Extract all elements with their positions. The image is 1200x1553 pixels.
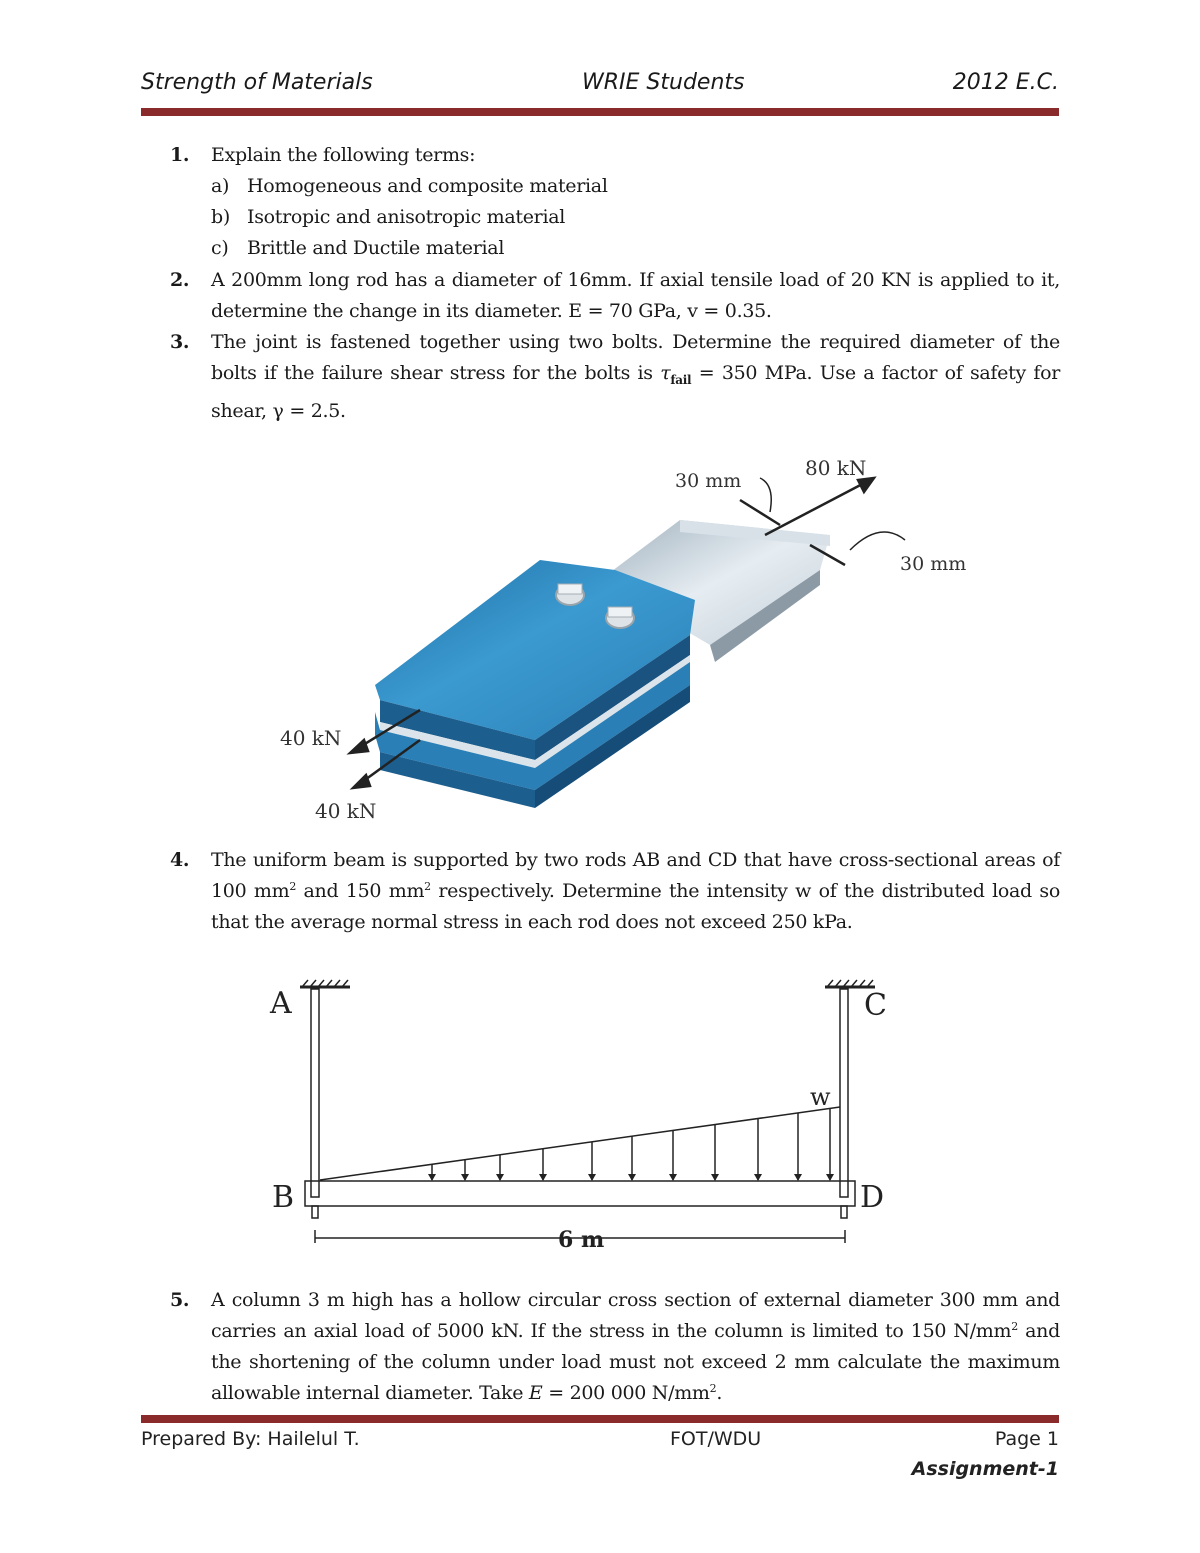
list-item bbox=[211, 233, 504, 264]
question-text bbox=[211, 1285, 1060, 1409]
symbol-e: E bbox=[528, 1382, 543, 1404]
text-part: The joint is fastened together using two bolts. Determine the required diameter of the bolts if the failure shear stress for the bolts is bbox=[211, 331, 1060, 384]
question-text bbox=[211, 327, 1060, 427]
rod-ab bbox=[311, 989, 319, 1197]
label-span: 6 m bbox=[558, 1227, 605, 1253]
question-5 bbox=[170, 1285, 1060, 1409]
item-label: a) bbox=[211, 175, 230, 197]
footer-rule bbox=[141, 1415, 1059, 1423]
question-text: A 200mm long rod has a diameter of 16mm. If axial tensile load of 20 KN is applied to it, determine the change in its diameter. E = 70 GPa, v = 0.35. bbox=[211, 269, 1060, 322]
question-2 bbox=[170, 265, 1060, 327]
tau-symbol: τ bbox=[660, 362, 671, 384]
question-number: 1. bbox=[170, 144, 190, 166]
superscript: 2 bbox=[424, 880, 431, 893]
rod-cd bbox=[840, 989, 848, 1197]
label-a: A bbox=[270, 986, 292, 1021]
footer-author: Prepared By: Hailelul T. bbox=[141, 1428, 360, 1450]
text-part: The uniform beam is supported by two rods AB and CD that have cross-sectional areas of 100 mm bbox=[211, 849, 1060, 902]
text-part: and 150 mm bbox=[296, 880, 425, 902]
label-c: C bbox=[864, 988, 887, 1023]
text-part: = 350 MPa. Use a factor of safety for shear, γ = 2.5. bbox=[211, 362, 1060, 422]
header-audience: WRIE Students bbox=[582, 70, 745, 95]
label-b: B bbox=[272, 1180, 295, 1215]
item-label: c) bbox=[211, 237, 229, 259]
text-part: . bbox=[716, 1382, 723, 1404]
force-label-80kn: 80 kN bbox=[805, 456, 867, 480]
page-header bbox=[141, 70, 1059, 106]
question-number: 5. bbox=[170, 1289, 190, 1311]
list-item bbox=[211, 171, 608, 202]
item-label: b) bbox=[211, 206, 230, 228]
rod-cd-end bbox=[841, 1206, 847, 1218]
force-label-40kn-top: 40 kN bbox=[280, 726, 342, 750]
rod-ab-end bbox=[312, 1206, 318, 1218]
text-part: respectively. Determine the intensity w of the distributed load so that the average normal stress in each rod does not exceed 250 kPa. bbox=[211, 880, 1060, 933]
load-line bbox=[320, 1107, 840, 1180]
support-c bbox=[825, 980, 875, 987]
load-arrowheads bbox=[428, 1174, 834, 1181]
question-text: Explain the following terms: bbox=[211, 144, 476, 166]
text-part: and the shortening of the column under load must not exceed 2 mm calculate the maximum allowable internal diameter. Take bbox=[211, 1320, 1060, 1404]
dim-label-30mm-right: 30 mm bbox=[900, 553, 967, 575]
header-rule bbox=[141, 108, 1059, 116]
force-label-40kn-bottom: 40 kN bbox=[315, 799, 377, 823]
question-number: 2. bbox=[170, 269, 190, 291]
support-a bbox=[300, 980, 350, 987]
header-course: Strength of Materials bbox=[141, 70, 373, 95]
item-text: Homogeneous and composite material bbox=[247, 175, 608, 197]
question-3 bbox=[170, 327, 1060, 427]
footer-page-number: Page 1 bbox=[994, 1428, 1059, 1450]
header-year: 2012 E.C. bbox=[952, 70, 1059, 95]
label-d: D bbox=[860, 1180, 885, 1215]
text-part: A column 3 m high has a hollow circular cross section of external diameter 300 mm and carries an axial load of 5000 kN. If the stress in the column is limited to 150 N/mm bbox=[211, 1289, 1060, 1342]
question-4 bbox=[170, 845, 1060, 938]
question-1 bbox=[170, 140, 1060, 171]
load-arrows bbox=[432, 1109, 830, 1180]
item-text: Brittle and Ductile material bbox=[247, 237, 505, 259]
beam bbox=[305, 1181, 855, 1206]
label-w: w bbox=[810, 1083, 831, 1111]
dim-label-30mm-top: 30 mm bbox=[675, 470, 742, 492]
page-footer bbox=[141, 1428, 1059, 1488]
text-part: = 200 000 N/mm bbox=[542, 1382, 710, 1404]
tau-subscript: fail bbox=[670, 372, 692, 387]
superscript: 2 bbox=[1011, 1320, 1018, 1333]
beam-figure bbox=[260, 975, 920, 1255]
superscript: 2 bbox=[709, 1382, 717, 1395]
question-number: 3. bbox=[170, 331, 190, 353]
question-text bbox=[211, 845, 1060, 938]
question-number: 4. bbox=[170, 849, 190, 871]
footer-assignment: Assignment-1 bbox=[911, 1458, 1059, 1480]
bolted-joint-figure bbox=[270, 440, 1010, 835]
item-text: Isotropic and anisotropic material bbox=[247, 206, 566, 228]
list-item bbox=[211, 202, 565, 233]
superscript: 2 bbox=[289, 880, 297, 893]
footer-institution: FOT/WDU bbox=[670, 1428, 762, 1450]
